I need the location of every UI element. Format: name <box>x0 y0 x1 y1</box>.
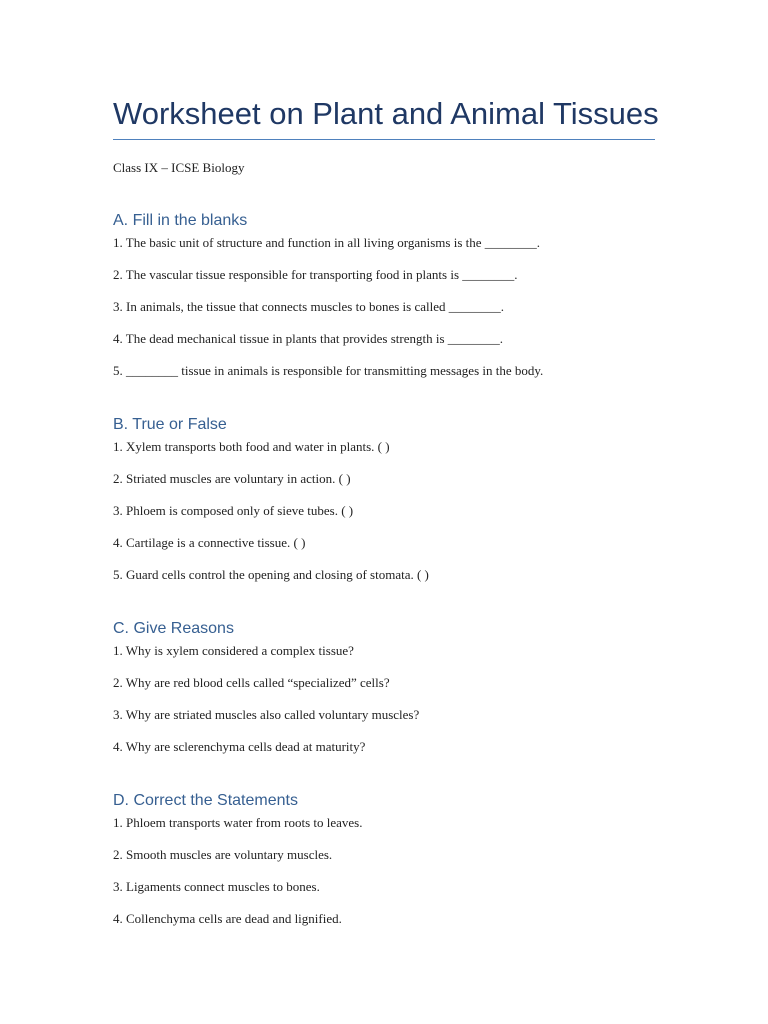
question-item: 5. ________ tissue in animals is responsible for transmitting messages in the body. <box>113 363 544 378</box>
question-item: 3. Why are striated muscles also called voluntary muscles? <box>113 707 420 722</box>
section-heading-correct-statements: D. Correct the Statements <box>113 792 298 809</box>
question-item: 1. The basic unit of structure and function in all living organisms is the ________. <box>113 235 541 250</box>
question-item: 4. Cartilage is a connective tissue. ( ) <box>113 535 306 550</box>
question-item: 4. The dead mechanical tissue in plants that provides strength is ________. <box>113 331 504 346</box>
question-item: 4. Why are sclerenchyma cells dead at maturity? <box>113 739 366 754</box>
question-item: 2. Why are red blood cells called “specialized” cells? <box>113 675 390 690</box>
page-title: Worksheet on Plant and Animal Tissues <box>113 96 659 131</box>
question-item: 2. Smooth muscles are voluntary muscles. <box>113 847 333 862</box>
section-heading-true-or-false: B. True or False <box>113 416 227 433</box>
question-item: 1. Xylem transports both food and water in plants. ( ) <box>113 439 390 454</box>
question-item: 4. Collenchyma cells are dead and lignified. <box>113 911 342 926</box>
section-heading-give-reasons: C. Give Reasons <box>113 620 234 637</box>
section-heading-fill-in-blanks: A. Fill in the blanks <box>113 212 248 229</box>
question-item: 1. Phloem transports water from roots to leaves. <box>113 815 363 830</box>
title-underline <box>113 139 655 140</box>
question-item: 5. Guard cells control the opening and closing of stomata. ( ) <box>113 567 429 582</box>
question-item: 3. Ligaments connect muscles to bones. <box>113 879 320 894</box>
question-item: 2. Striated muscles are voluntary in action. ( ) <box>113 471 351 486</box>
class-subtitle: Class IX – ICSE Biology <box>113 160 245 175</box>
question-item: 3. In animals, the tissue that connects muscles to bones is called ________. <box>113 299 505 314</box>
question-item: 2. The vascular tissue responsible for transporting food in plants is ________. <box>113 267 518 282</box>
question-item: 3. Phloem is composed only of sieve tubes. ( ) <box>113 503 354 518</box>
question-item: 1. Why is xylem considered a complex tissue? <box>113 643 354 658</box>
